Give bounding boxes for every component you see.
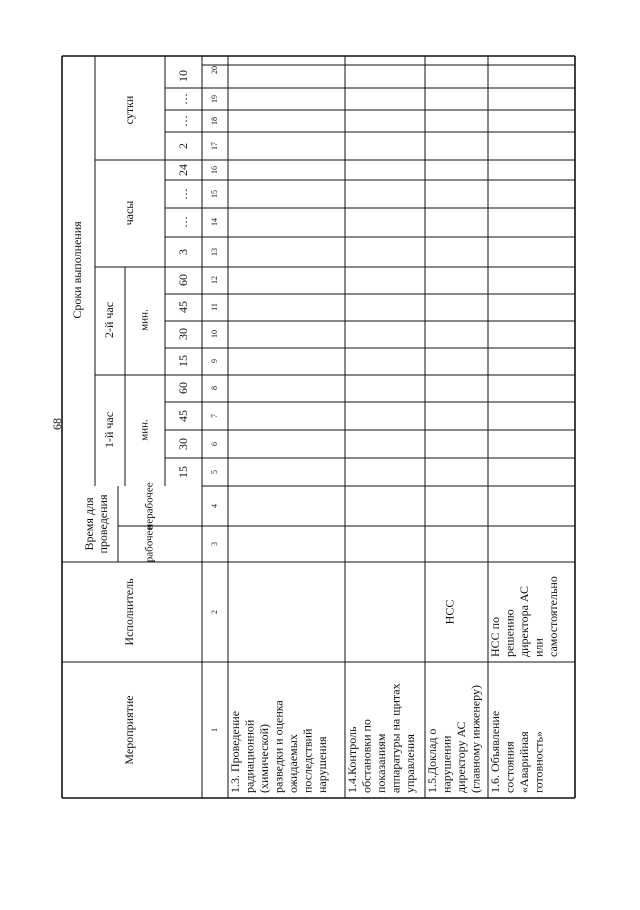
- measure-line: нарушении: [439, 735, 454, 793]
- header-tick: 60: [175, 382, 190, 394]
- header-tick: …: [175, 188, 190, 200]
- header-tick: 30: [175, 438, 190, 450]
- executor-line: НСС: [442, 599, 457, 625]
- executor-line: решению: [502, 609, 517, 657]
- header-executor: Исполнитель: [121, 578, 136, 646]
- header-tick: 10: [175, 70, 190, 82]
- measure-line: готовность»: [531, 731, 546, 793]
- header-min1: мин.: [138, 419, 151, 441]
- schedule-table-frame: [62, 56, 575, 798]
- column-number: 20: [209, 66, 219, 74]
- column-number: 9: [209, 359, 219, 363]
- header-tick: 15: [175, 466, 190, 478]
- column-number: 3: [209, 542, 219, 546]
- column-number: 11: [209, 303, 219, 311]
- column-number: 5: [209, 470, 219, 474]
- header-measure: Мероприятие: [121, 695, 136, 765]
- measure-line: аппаратуры на щитах: [388, 683, 403, 793]
- executor-line: или: [531, 638, 546, 657]
- header-tick: 60: [175, 274, 190, 286]
- measure-line: управления: [402, 734, 417, 793]
- executor-line: НСС по: [487, 616, 502, 657]
- column-number: 18: [209, 117, 219, 125]
- measure-line: состояния: [502, 741, 517, 793]
- header-tick: …: [175, 216, 190, 228]
- column-number: 10: [209, 330, 219, 338]
- measure-line: 1.6. Объявление: [487, 710, 502, 793]
- header-tick: 24: [175, 164, 190, 176]
- header-tick: 3: [175, 249, 190, 255]
- measure-line: 1.4.Контроль: [344, 726, 359, 793]
- measure-line: показаниям: [373, 733, 388, 793]
- measure-line: ожидаемых: [285, 734, 300, 793]
- measure-line: 1.5.Доклад о: [424, 728, 439, 793]
- measure-line: нарушения: [314, 736, 329, 793]
- header-time-title-2: проведения: [95, 494, 110, 554]
- measure-line: (главному инженеру): [468, 685, 483, 793]
- header-time-title-1: Время для: [81, 497, 96, 551]
- header-hour2: 2-й час: [101, 301, 116, 339]
- header-hour1: 1-й час: [101, 411, 116, 449]
- column-number: 15: [209, 190, 219, 198]
- column-number: 13: [209, 248, 219, 256]
- executor-line: самостоятельно: [545, 576, 560, 657]
- measure-line: 1.3. Проведение: [227, 710, 242, 793]
- column-number: 19: [209, 95, 219, 103]
- header-tick: …: [175, 93, 190, 105]
- column-number: 4: [209, 504, 219, 508]
- page-number: 68: [50, 418, 64, 430]
- measure-line: (химической): [256, 723, 271, 793]
- column-number: 16: [209, 166, 219, 174]
- header-deadlines: Сроки выполнения: [69, 221, 84, 319]
- header-days: сутки: [121, 95, 136, 125]
- executor-line: директора АС: [516, 585, 531, 657]
- measure-line: директору АС: [453, 721, 468, 793]
- measure-line: разведки и оценка: [271, 700, 286, 793]
- measure-line: «Аварийная: [516, 731, 531, 793]
- column-number: 7: [209, 414, 219, 418]
- header-tick: 15: [175, 355, 190, 367]
- measure-line: обстановки по: [359, 719, 374, 793]
- header-tick: 45: [175, 410, 190, 422]
- header-tick: 30: [175, 328, 190, 340]
- column-number: 12: [209, 276, 219, 284]
- column-number: 14: [209, 218, 219, 226]
- header-min2: мин.: [138, 309, 151, 331]
- column-number: 6: [209, 442, 219, 446]
- measure-line: радиационной: [242, 719, 257, 793]
- header-time-work: рабочее: [143, 525, 156, 563]
- header-tick: …: [175, 115, 190, 127]
- column-number: 8: [209, 386, 219, 390]
- header-tick: 45: [175, 301, 190, 313]
- column-number: 2: [209, 610, 219, 614]
- column-number: 17: [209, 142, 219, 150]
- header-hours: часы: [121, 200, 136, 226]
- column-number: 1: [209, 728, 219, 732]
- header-time-nonwork: нерабочее: [143, 482, 156, 530]
- measure-line: последствий: [300, 728, 315, 793]
- header-tick: 2: [175, 143, 190, 149]
